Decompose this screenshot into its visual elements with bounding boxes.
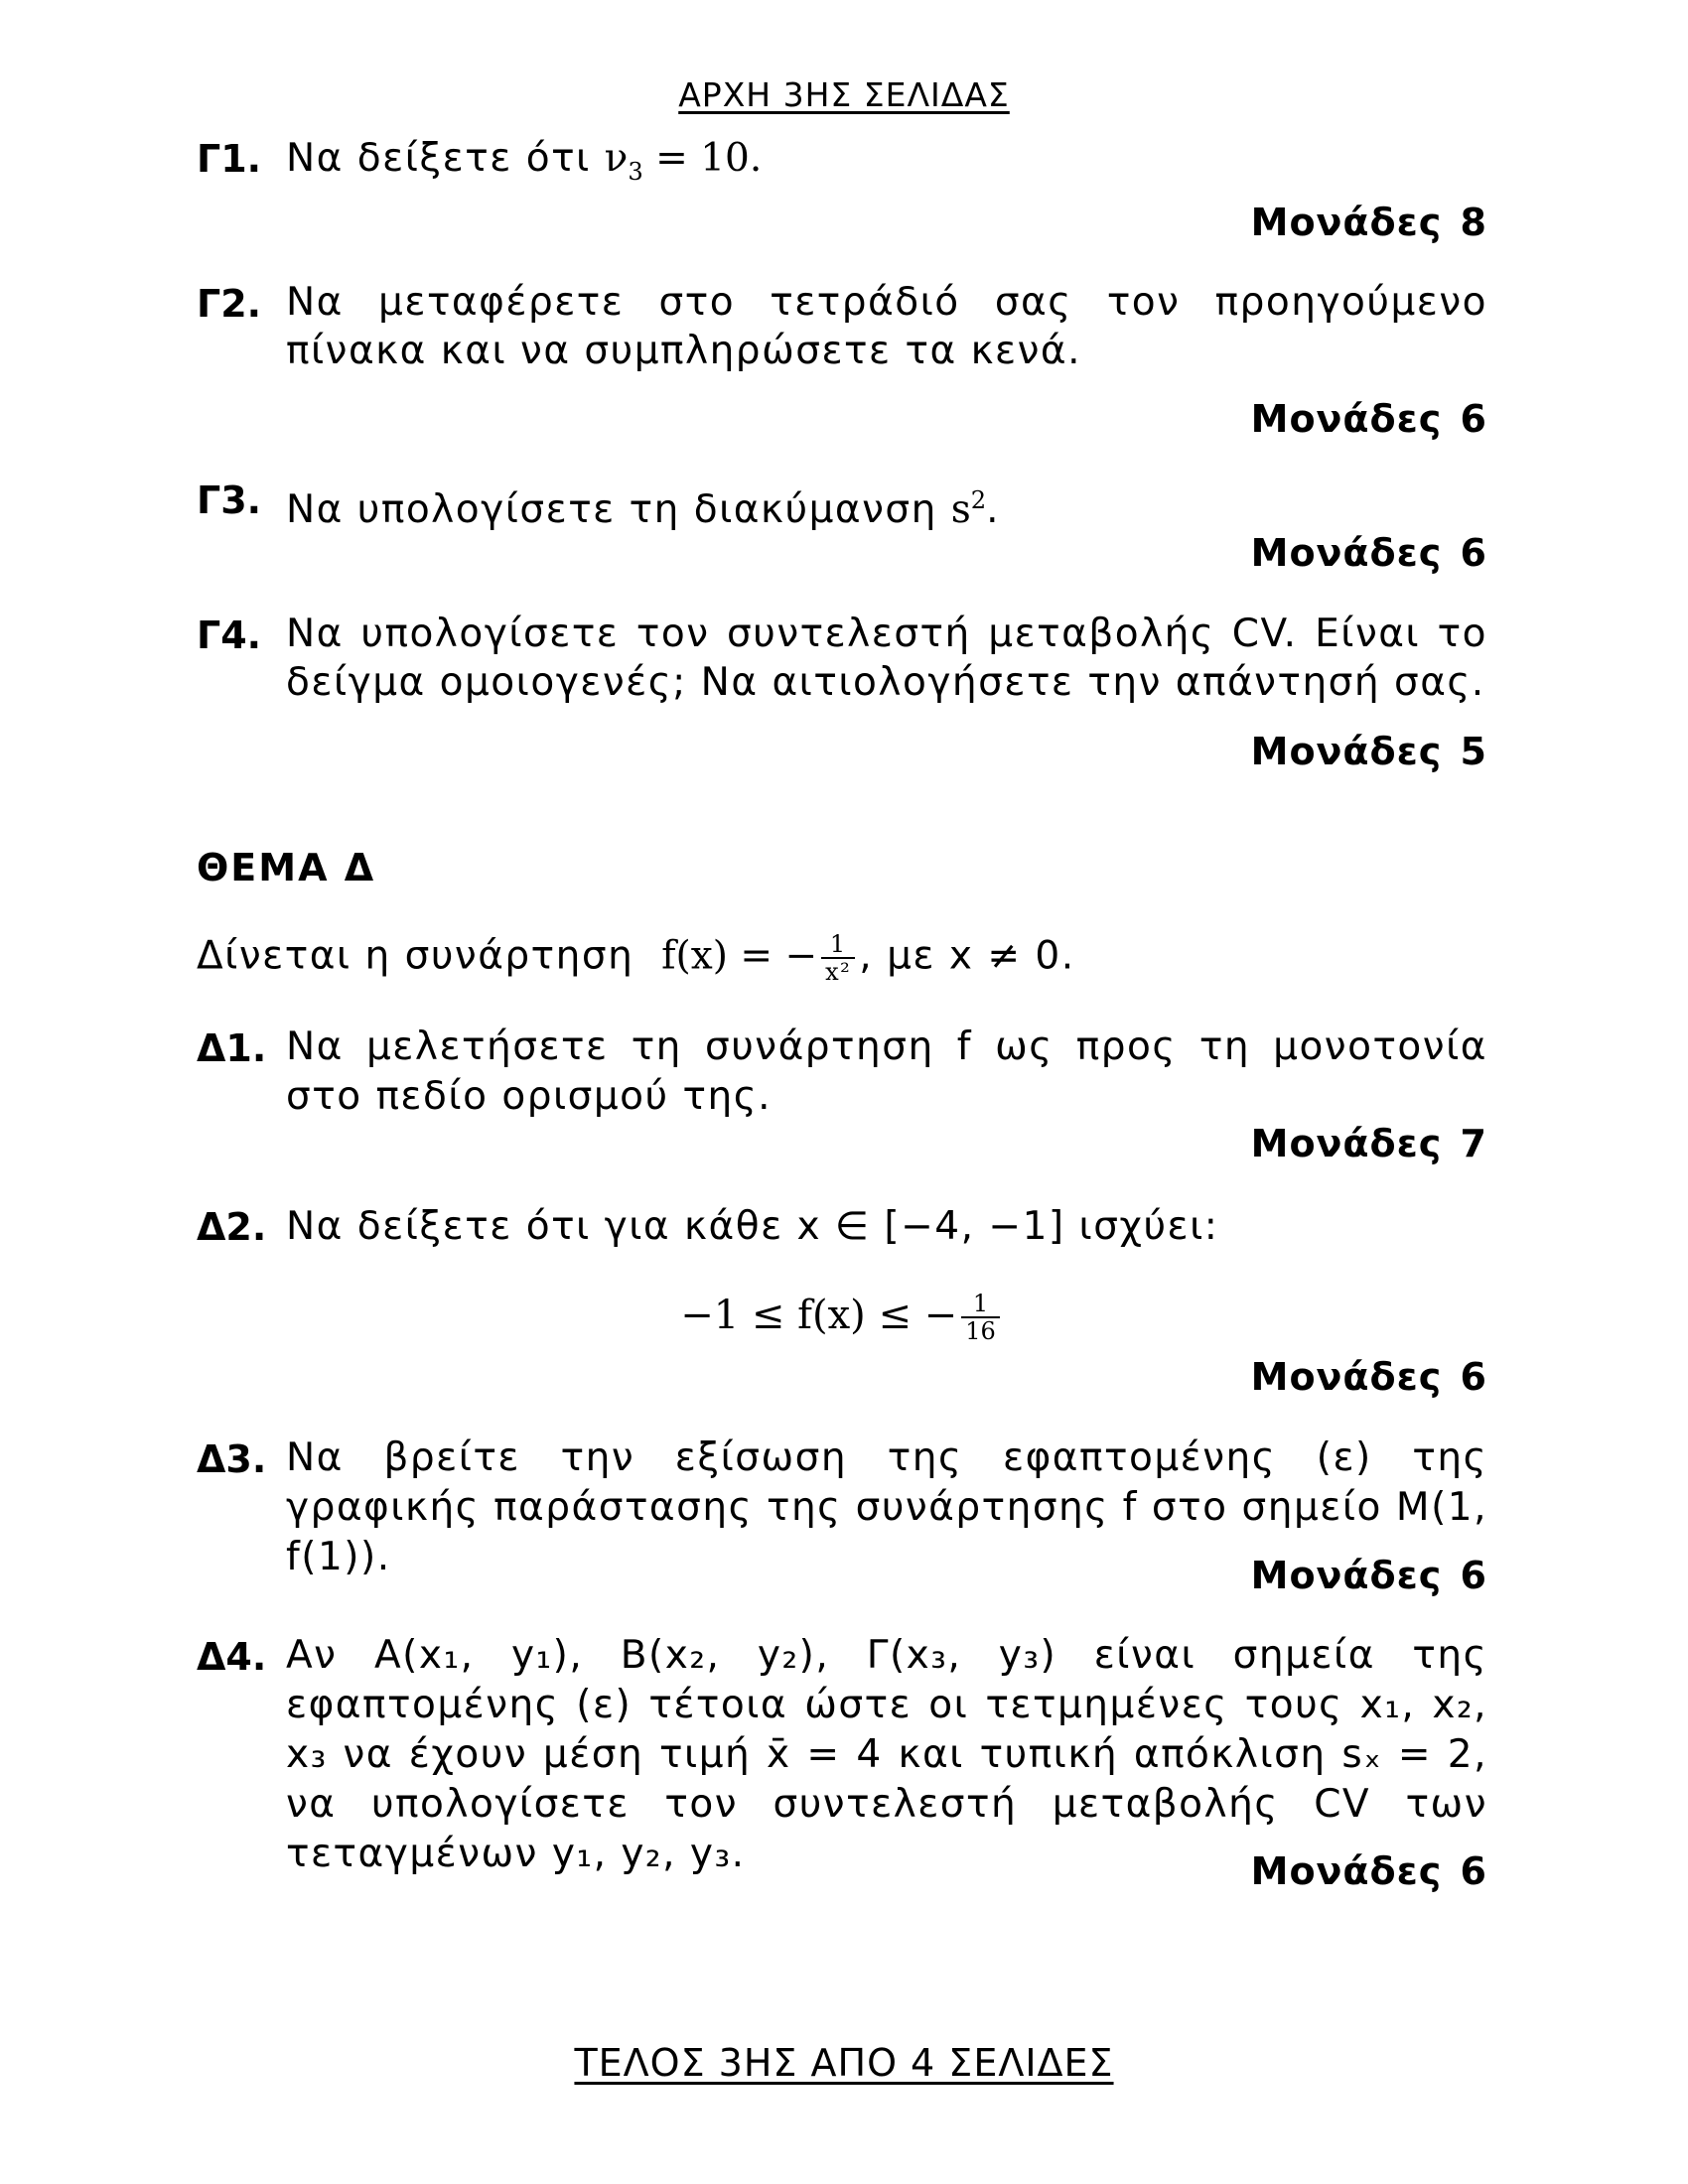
marks-g1 [197, 201, 1487, 244]
marks-text: Μονάδες 6 [1250, 531, 1487, 575]
question-text: Να μεταφέρετε στο τετράδιό σας τον προηγούμενο πίνακα και να συμπληρώσετε τα κενά. [286, 280, 1487, 373]
question-d4 [197, 1631, 1487, 1879]
inequality-lhs: −1 ≤ f(x) ≤ − [680, 1293, 958, 1338]
marks-d4 [197, 1849, 1487, 1893]
marks-g2 [197, 397, 1487, 441]
question-label: Δ2. [197, 1205, 267, 1249]
marks-text: Μονάδες 8 [1250, 201, 1487, 244]
marks-g4 [197, 730, 1487, 773]
fraction-denominator: x² [825, 958, 852, 986]
question-label: Γ2. [197, 282, 262, 326]
marks-text: Μονάδες 7 [1250, 1122, 1487, 1165]
marks-g3 [197, 531, 1487, 575]
inequality-fraction [961, 1291, 1000, 1344]
question-label: Γ3. [197, 478, 262, 522]
question-text-part: Να δείξετε ότι [286, 136, 591, 181]
math-sup: 2 [970, 486, 987, 514]
question-text: Να υπολογίσετε τον συντελεστή μεταβολής CV. Είναι το δείγμα ομοιογενές; Να αιτιολογήσετε την απάντησή σας. [286, 612, 1487, 705]
marks-text: Μονάδες 6 [1250, 397, 1487, 441]
question-d1 [197, 1023, 1487, 1122]
question-text-part: Να υπολογίσετε τη διακύμανση [286, 487, 937, 532]
question-g2 [197, 278, 1487, 375]
marks-text: Μονάδες 5 [1250, 730, 1487, 773]
function-fraction [821, 931, 855, 985]
function-condition: , με x ≠ 0. [859, 933, 1075, 979]
function-lhs: f(x) = − [661, 933, 818, 979]
question-d2 [197, 1201, 1487, 1253]
question-text [286, 133, 1487, 198]
fraction-numerator: 1 [821, 931, 855, 959]
question-text: Να μελετήσετε τη συνάρτηση f ως προς τη μονοτονία στο πεδίο ορισμού της. [286, 1024, 1487, 1119]
question-text: Να δείξετε ότι για κάθε x ∈ [−4, −1] ισχύει: [286, 1204, 1219, 1249]
page-header: ΑΡΧΗ 3ΗΣ ΣΕΛΙΔΑΣ [678, 75, 1010, 114]
marks-d2 [197, 1355, 1487, 1399]
math-end: = 10. [642, 136, 763, 181]
marks-d1 [197, 1122, 1487, 1165]
math-sub: 3 [628, 157, 643, 186]
function-definition [197, 931, 1487, 985]
question-label: Γ4. [197, 614, 262, 657]
question-text: Να βρείτε την εξίσωση της εφαπτομένης (ε) της γραφικής παράστασης της συνάρτησης f στο σημείο M(1, f(1)). [286, 1435, 1487, 1579]
question-label: Δ3. [197, 1437, 267, 1481]
question-label: Δ1. [197, 1026, 267, 1070]
question-g3 [197, 475, 1487, 536]
marks-text: Μονάδες 6 [1250, 1554, 1487, 1597]
fraction-denominator: 16 [965, 1317, 996, 1345]
marks-d3 [197, 1554, 1487, 1597]
math-expression [951, 487, 986, 532]
question-label: Γ1. [197, 137, 262, 181]
marks-text: Μονάδες 6 [1250, 1849, 1487, 1893]
theme-title: ΘΕΜΑ Δ [197, 846, 376, 889]
math-expression [604, 136, 763, 186]
page-footer: ΤΕΛΟΣ 3ΗΣ ΑΠΟ 4 ΣΕΛΙΔΕΣ [574, 2041, 1114, 2085]
fraction-numerator: 1 [961, 1291, 1000, 1318]
question-text [286, 475, 1487, 536]
question-g1 [197, 133, 1487, 198]
inequality-display [197, 1291, 1487, 1344]
math-var: s [950, 487, 971, 532]
marks-text: Μονάδες 6 [1250, 1355, 1487, 1399]
question-end: . [986, 487, 1001, 532]
function-intro: Δίνεται η συνάρτηση [197, 933, 634, 979]
question-text: Αν A(x₁, y₁), B(x₂, y₂), Γ(x₃, y₃) είναι σημεία της εφαπτομένης (ε) τέτοια ώστε οι τετμημένες τους x₁, x₂, x₃ να έχουν μέση τιμή x̄ = 4 και τυπική απόκλιση sₓ = 2, να υπολογίσετε τον συντελεστή μεταβολής CV των τεταγμένων y₁, y₂, y₃. [286, 1633, 1487, 1876]
math-var: ν [604, 136, 629, 181]
question-g4 [197, 610, 1487, 707]
question-label: Δ4. [197, 1635, 267, 1679]
